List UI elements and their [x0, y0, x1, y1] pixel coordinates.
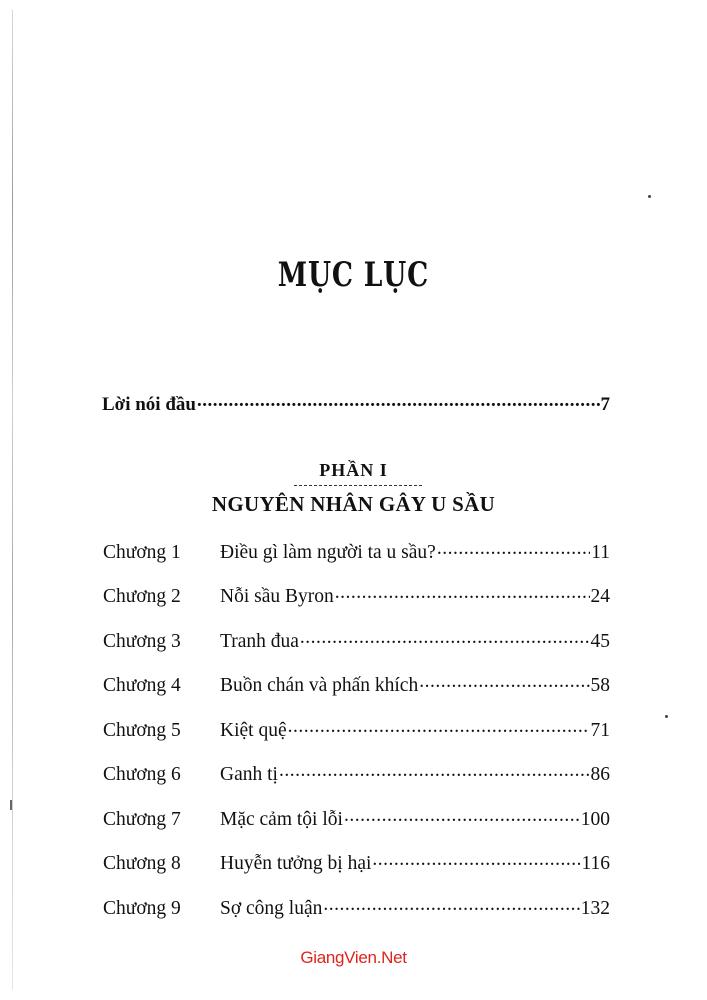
part-underline	[294, 485, 422, 486]
toc-entry-page: 7	[600, 394, 610, 415]
watermark: GiangVien.Net	[300, 948, 407, 967]
chapter-page: 11	[591, 541, 610, 563]
chapter-title: Mặc cảm tội lỗi	[220, 808, 343, 830]
dot-leader	[344, 805, 580, 825]
toc-entry-chapter-5[interactable]	[103, 716, 610, 761]
toc-entry-chapter-3[interactable]	[103, 627, 610, 672]
toc-entry-preface[interactable]	[102, 391, 610, 416]
chapter-number: Chương 9	[103, 897, 181, 919]
chapter-number: Chương 3	[103, 630, 181, 652]
chapter-number: Chương 7	[103, 808, 181, 830]
chapter-page: 71	[590, 719, 610, 741]
chapter-title: Tranh đua	[220, 630, 299, 652]
chapter-title: Huyễn tưởng bị hại	[220, 853, 372, 874]
chapter-title: Ganh tị	[220, 764, 278, 785]
chapter-number: Chương 2	[103, 586, 181, 607]
dot-leader	[372, 850, 580, 870]
chapter-number: Chương 8	[103, 853, 181, 874]
chapter-page: 100	[580, 808, 610, 830]
dot-leader	[279, 761, 590, 781]
dot-leader	[300, 627, 590, 647]
chapter-title: Nỗi sầu Byron	[220, 586, 334, 607]
chapter-number: Chương 6	[103, 764, 181, 785]
toc-entry-chapter-1[interactable]	[103, 538, 610, 583]
chapter-number: Chương 4	[103, 675, 181, 696]
dot-leader	[419, 672, 589, 692]
toc-entry-chapter-4[interactable]	[103, 672, 610, 717]
chapter-title: Kiệt quệ	[220, 719, 287, 741]
dot-leader	[323, 894, 579, 914]
dot-leader	[335, 583, 590, 603]
part-label: PHẦN I	[319, 460, 388, 480]
chapter-page: 116	[581, 853, 610, 874]
part-title: NGUYÊN NHÂN GÂY U SẦU	[211, 492, 496, 516]
dot-leader	[197, 391, 600, 410]
dot-leader	[288, 716, 590, 736]
toc-entry-title: Lời nói đầu	[102, 394, 196, 415]
chapter-title: Buồn chán và phấn khích	[220, 675, 419, 696]
toc-entry-chapter-6[interactable]	[103, 761, 610, 806]
page-title: MỤC LỤC	[277, 254, 429, 295]
chapter-page: 86	[590, 764, 610, 785]
toc-entry-chapter-2[interactable]	[103, 583, 610, 628]
chapter-page: 24	[590, 586, 610, 607]
toc-entry-chapter-9[interactable]	[103, 894, 610, 939]
toc-entry-chapter-7[interactable]	[103, 805, 610, 850]
toc-entry-chapter-8[interactable]	[103, 850, 610, 895]
chapter-page: 45	[590, 630, 610, 652]
chapter-number: Chương 5	[103, 719, 181, 741]
chapter-page: 58	[590, 675, 610, 696]
chapter-list	[103, 538, 610, 939]
chapter-title: Sợ công luận	[220, 897, 323, 919]
scan-speck	[665, 715, 668, 718]
scan-speck	[648, 195, 651, 198]
scan-speck	[10, 800, 12, 810]
chapter-number: Chương 1	[103, 541, 181, 563]
chapter-title: Điều gì làm người ta u sầu?	[220, 541, 436, 563]
dot-leader	[437, 538, 590, 558]
chapter-page: 132	[580, 897, 610, 919]
